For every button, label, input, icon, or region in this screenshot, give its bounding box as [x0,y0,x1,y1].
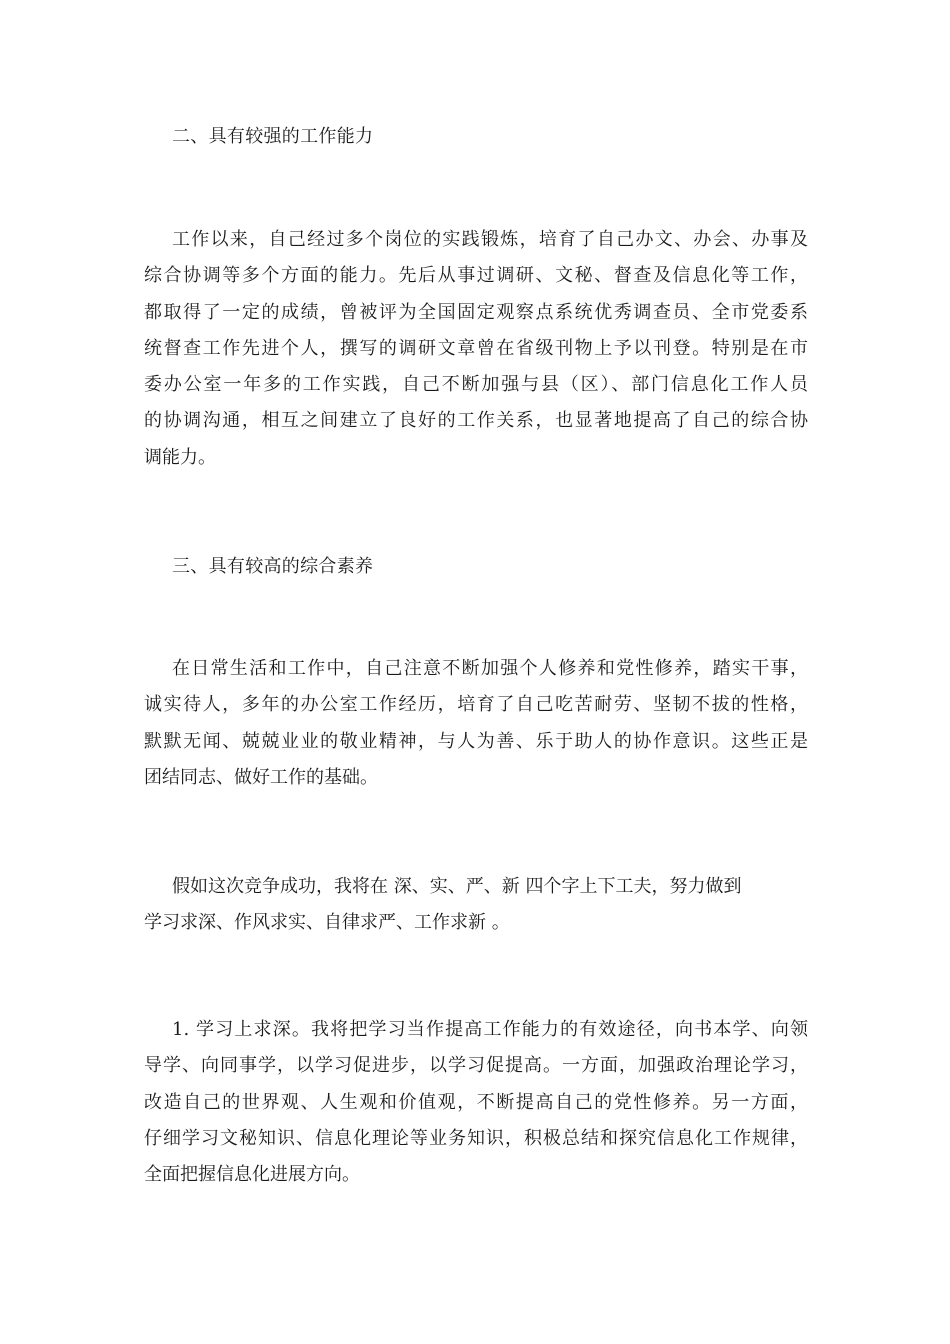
paragraph-line: 诚实待人，多年的办公室工作经历，培育了自己吃苦耐劳、坚韧不拔的性格， [144,694,808,716]
paragraph-comprehensive-quality [144,651,808,796]
paragraph-line: 都取得了一定的成绩，曾被评为全国固定观察点系统优秀调查员、全市党委系 [144,301,808,323]
paragraph-line: 综合协调等多个方面的能力。先后从事过调研、文秘、督查及信息化等工作， [144,265,808,287]
paragraph-line: 全面把握信息化进展方向。 [144,1164,360,1186]
paragraph-line: 1. 学习上求深。我将把学习当作提高工作能力的有效途径，向书本学、向领 [172,1019,808,1040]
paragraph-line: 统督查工作先进个人，撰写的调研文章曾在省级刊物上予以刊登。特别是在市 [144,337,808,359]
paragraph-study-in-depth [144,1012,808,1193]
paragraph-line: 调能力。 [144,446,216,468]
paragraph-line: 团结同志、做好工作的基础。 [144,766,378,788]
paragraph-line: 假如这次竞争成功，我将在 深、实、严、新 四个字上下工夫，努力做到 [172,876,742,897]
paragraph-line: 在日常生活和工作中，自己注意不断加强个人修养和党性修养，踏实干事， [172,658,808,679]
section-heading-comprehensive-quality: 三、具有较高的综合素养 [172,556,374,577]
paragraph-competition-goals [144,869,808,942]
paragraph-line: 仔细学习文秘知识、信息化理论等业务知识，积极总结和探究信息化工作规律， [144,1127,808,1149]
section-heading-work-ability: 二、具有较强的工作能力 [172,126,374,147]
paragraph-line: 委办公室一年多的工作实践，自己不断加强与县（区）、部门信息化工作人员 [144,374,808,396]
paragraph-work-ability [144,222,808,476]
paragraph-line: 学习求深、作风求实、自律求严、工作求新 。 [144,912,510,934]
paragraph-line: 默默无闻、兢兢业业的敬业精神，与人为善、乐于助人的协作意识。这些正是 [144,730,808,752]
paragraph-line: 工作以来，自己经过多个岗位的实践锻炼，培育了自己办文、办会、办事及 [172,229,808,250]
paragraph-line: 导学、向同事学，以学习促进步，以学习促提高。一方面，加强政治理论学习， [144,1055,808,1077]
paragraph-line: 改造自己的世界观、人生观和价值观，不断提高自己的党性修养。另一方面， [144,1091,808,1113]
paragraph-line: 的协调沟通，相互之间建立了良好的工作关系，也显著地提高了自己的综合协 [144,410,808,432]
